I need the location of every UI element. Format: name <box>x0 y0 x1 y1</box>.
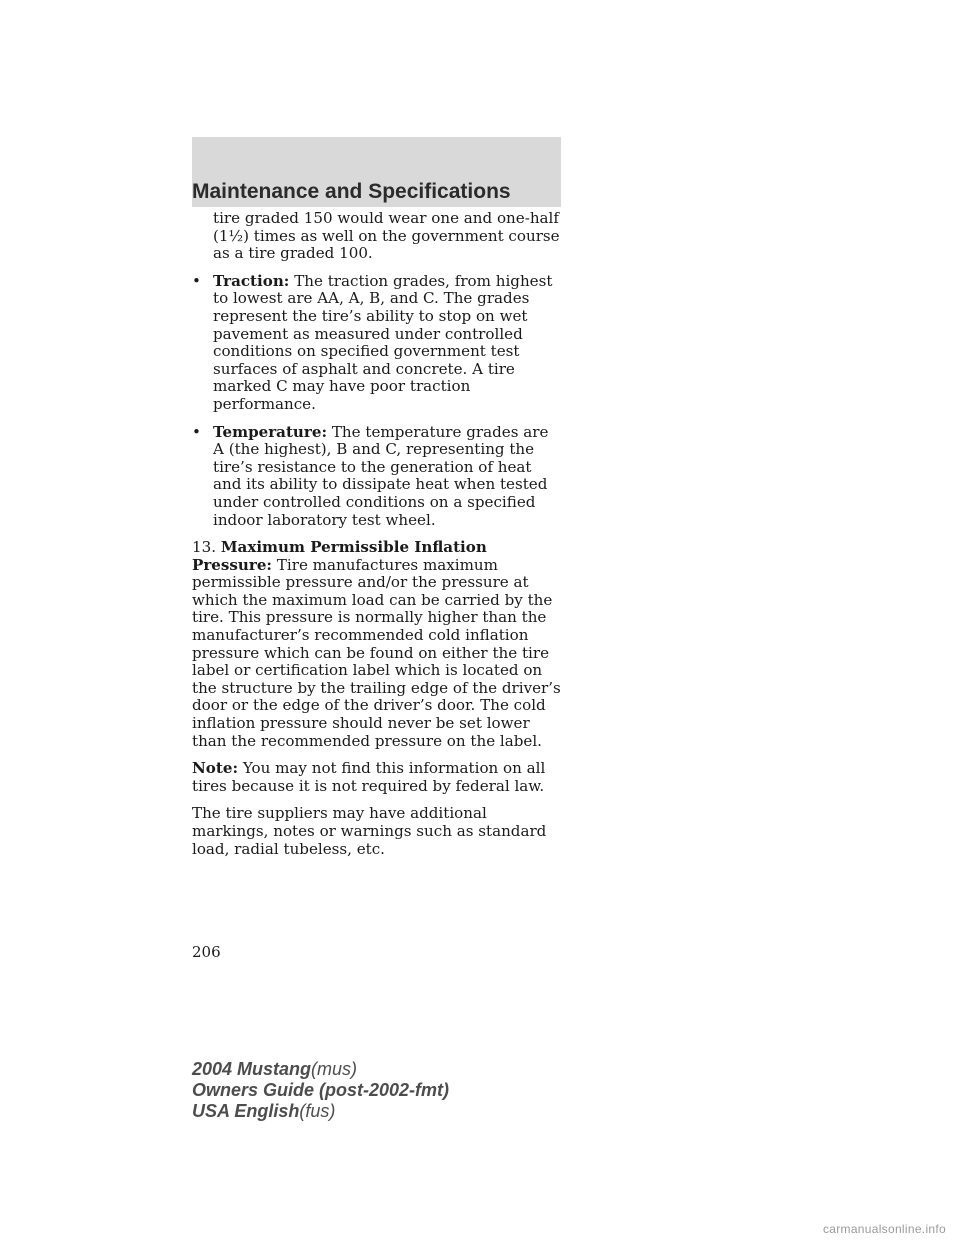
section-title: Maintenance and Specifications <box>192 180 511 203</box>
note-paragraph <box>192 760 564 795</box>
footer-language: USA English <box>192 1101 300 1121</box>
bullet-traction <box>192 273 564 414</box>
page-number: 206 <box>192 943 221 961</box>
bullet-marker: • <box>192 271 201 290</box>
bullet-marker: • <box>192 422 201 441</box>
footer-line-model <box>192 1059 449 1080</box>
item-number: 13. <box>192 538 217 557</box>
closing-paragraph: The tire suppliers may have additional markings, notes or warnings such as standard load, radial tubeless, etc. <box>192 804 547 858</box>
bullet-term: Traction: <box>213 271 290 290</box>
item-text: Tire manufactures maximum permissible pressure and/or the pressure at which the maximum load can be carried by the tire. This pressure is normally higher than the manufacturer’s recommended cold inflation pressure which can be found on either the tire label or certification label which is located on the structure by the trailing edge of the driver’s door or the edge of the driver’s door. The cold inflation pressure should never be set lower than the recommended pressure on the label. <box>192 555 561 750</box>
document-footer <box>192 1059 449 1122</box>
item-13-paragraph <box>192 539 564 750</box>
item-term: Maximum Permissible Inflation Pressure: <box>192 538 487 574</box>
page-content <box>192 210 564 868</box>
bullet-term: Temperature: <box>213 422 328 441</box>
note-label: Note: <box>192 759 239 778</box>
footer-language-code: (fus) <box>299 1101 336 1121</box>
continuation-paragraph: tire graded 150 would wear one and one-half (1½) times as well on the government course as a tire graded 100. <box>213 209 560 263</box>
footer-line-language <box>192 1101 449 1122</box>
bullet-text: The temperature grades are A (the highest), B and C, representing the tire’s resistance to the generation of heat and its ability to dissipate heat when tested under controlled conditions on a specified indoor laboratory test wheel. <box>213 422 549 529</box>
site-watermark: carmanualsonline.info <box>822 1222 946 1236</box>
footer-guide: Owners Guide (post-2002-fmt) <box>192 1080 450 1100</box>
footer-model: 2004 Mustang <box>192 1059 312 1079</box>
note-text: You may not find this information on all tires because it is not required by federal law. <box>192 759 546 795</box>
bullet-text: The traction grades, from highest to lowest are AA, A, B, and C. The grades represent the tire’s ability to stop on wet pavement as measured under controlled conditions on specified government test surfaces of asphalt and concrete. A tire marked C may have poor traction performance. <box>213 271 553 413</box>
footer-model-code: (mus) <box>311 1059 358 1079</box>
bullet-temperature <box>192 424 564 530</box>
